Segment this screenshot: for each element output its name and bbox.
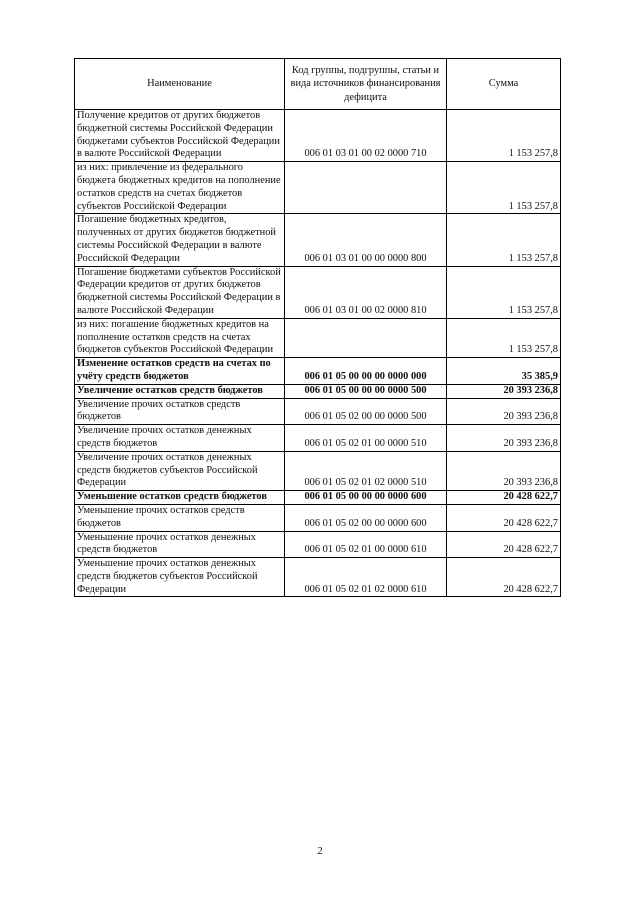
row-sum: 1 153 257,8 — [447, 318, 561, 357]
row-name: Погашение бюджетных кредитов, полученных от других бюджетов бюджетной системы Российской Федерации в валюте Российской Федерации — [75, 214, 285, 266]
row-code: 006 01 05 00 00 00 0000 500 — [285, 384, 447, 398]
header-code: Код группы, подгруппы, статьи и вида источников финансирования дефицита — [285, 59, 447, 110]
table-row — [75, 531, 561, 558]
row-code: 006 01 05 00 00 00 0000 000 — [285, 358, 447, 385]
row-sum: 35 385,9 — [447, 358, 561, 385]
table-row — [75, 162, 561, 214]
row-code: 006 01 05 02 00 00 0000 500 — [285, 398, 447, 425]
table-row — [75, 451, 561, 490]
row-name: Погашение бюджетами субъектов Российской Федерации кредитов от других бюджетов бюджетной системы Российской Федерации в валюте Российской Федерации — [75, 266, 285, 318]
row-name: Получение кредитов от других бюджетов бюджетной системы Российской Федерации бюджетами субъектов Российской Федерации в валюте Российской Федерации — [75, 110, 285, 162]
page-number: 2 — [317, 845, 323, 857]
table-row — [75, 398, 561, 425]
row-sum: 20 393 236,8 — [447, 398, 561, 425]
table-row — [75, 504, 561, 531]
row-code: 006 01 05 02 01 00 0000 610 — [285, 531, 447, 558]
row-name: из них: привлечение из федерального бюджета бюджетных кредитов на пополнение остатков средств на счетах бюджетов субъектов Российской Федерации — [75, 162, 285, 214]
row-sum: 20 428 622,7 — [447, 531, 561, 558]
row-name: Уменьшение остатков средств бюджетов — [75, 491, 285, 505]
financing-sources-table — [74, 58, 561, 597]
row-code: 006 01 05 02 00 00 0000 600 — [285, 504, 447, 531]
row-name: Уменьшение прочих остатков денежных средств бюджетов субъектов Российской Федерации — [75, 558, 285, 597]
row-code: 006 01 05 00 00 00 0000 600 — [285, 491, 447, 505]
table-row-total — [75, 491, 561, 505]
row-sum: 1 153 257,8 — [447, 110, 561, 162]
row-code: 006 01 05 02 01 02 0000 510 — [285, 451, 447, 490]
row-name: Увеличение остатков средств бюджетов — [75, 384, 285, 398]
row-code: 006 01 03 01 00 00 0000 800 — [285, 214, 447, 266]
table-row — [75, 110, 561, 162]
row-sum: 20 393 236,8 — [447, 425, 561, 452]
table-header-row — [75, 59, 561, 110]
row-code — [285, 318, 447, 357]
row-code: 006 01 03 01 00 02 0000 810 — [285, 266, 447, 318]
row-code: 006 01 03 01 00 02 0000 710 — [285, 110, 447, 162]
table-row — [75, 318, 561, 357]
row-code: 006 01 05 02 01 00 0000 510 — [285, 425, 447, 452]
row-sum: 1 153 257,8 — [447, 162, 561, 214]
row-code: 006 01 05 02 01 02 0000 610 — [285, 558, 447, 597]
table-row — [75, 266, 561, 318]
table-row — [75, 214, 561, 266]
row-sum: 1 153 257,8 — [447, 214, 561, 266]
financing-sources-table-container — [74, 58, 560, 597]
row-name: Увеличение прочих остатков денежных средств бюджетов субъектов Российской Федерации — [75, 451, 285, 490]
row-name: Увеличение прочих остатков средств бюджетов — [75, 398, 285, 425]
row-sum: 1 153 257,8 — [447, 266, 561, 318]
row-name: Уменьшение прочих остатков денежных средств бюджетов — [75, 531, 285, 558]
table-row — [75, 425, 561, 452]
row-sum: 20 393 236,8 — [447, 384, 561, 398]
row-name: Уменьшение прочих остатков средств бюджетов — [75, 504, 285, 531]
header-sum: Сумма — [447, 59, 561, 110]
table-row-total — [75, 384, 561, 398]
row-sum: 20 428 622,7 — [447, 504, 561, 531]
row-name: Изменение остатков средств на счетах по учёту средств бюджетов — [75, 358, 285, 385]
row-code — [285, 162, 447, 214]
row-name: из них: погашение бюджетных кредитов на пополнение остатков средств на счетах бюджетов субъектов Российской Федерации — [75, 318, 285, 357]
row-sum: 20 428 622,7 — [447, 491, 561, 505]
table-row-total — [75, 358, 561, 385]
table-row — [75, 558, 561, 597]
row-name: Увеличение прочих остатков денежных средств бюджетов — [75, 425, 285, 452]
row-sum: 20 428 622,7 — [447, 558, 561, 597]
header-name: Наименование — [75, 59, 285, 110]
row-sum: 20 393 236,8 — [447, 451, 561, 490]
